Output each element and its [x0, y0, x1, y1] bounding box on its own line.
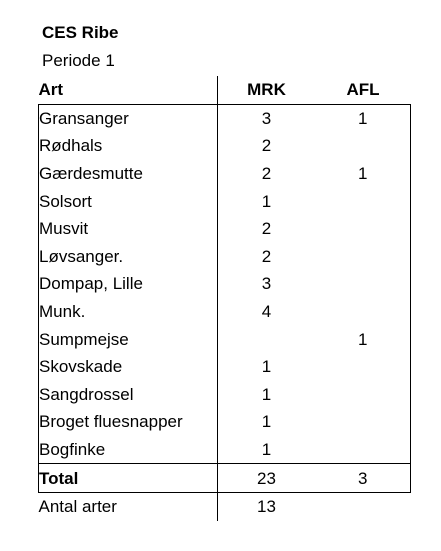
- table-row: [39, 298, 411, 326]
- species-rows: [39, 104, 411, 464]
- mrk-count: 1: [217, 436, 316, 464]
- table-row: [39, 381, 411, 409]
- table-row: [39, 408, 411, 436]
- mrk-count: 3: [261, 274, 272, 294]
- mrk-count: 1: [261, 191, 272, 211]
- species-name: Broget fluesnapper: [39, 408, 218, 436]
- table-row: [39, 436, 411, 464]
- table-row: [39, 270, 411, 298]
- total-row: [39, 464, 411, 493]
- species-name: Sumpmejse: [39, 325, 218, 353]
- afl-count: [316, 381, 411, 409]
- afl-count: [316, 353, 411, 381]
- afl-count: [316, 408, 411, 436]
- species-name: Munk.: [39, 298, 218, 326]
- species-name: Løvsanger.: [39, 243, 218, 271]
- table-header-row: [39, 76, 411, 104]
- table-row: [39, 160, 411, 188]
- mrk-count: 2: [261, 246, 272, 266]
- species-count-mrk: 13: [257, 497, 276, 517]
- total-mrk: 23: [217, 464, 316, 493]
- species-name: Rødhals: [39, 132, 218, 160]
- period-label: Periode 1: [42, 51, 115, 70]
- table-row: [39, 325, 411, 353]
- header-art: Art: [39, 76, 218, 104]
- afl-count: [316, 298, 411, 326]
- mrk-count: [217, 325, 316, 353]
- species-name: Musvit: [39, 215, 218, 243]
- mrk-count: 1: [261, 384, 272, 404]
- mrk-count: 2: [261, 164, 272, 184]
- species-name: Dompap, Lille: [39, 270, 218, 298]
- afl-count: 1: [316, 104, 411, 132]
- afl-count: [316, 436, 411, 464]
- afl-count: [316, 132, 411, 160]
- mrk-count: 2: [261, 219, 272, 239]
- afl-count: [316, 215, 411, 243]
- species-name: Gransanger: [39, 104, 218, 132]
- table-row: [39, 243, 411, 271]
- species-name: Gærdesmutte: [39, 160, 218, 188]
- table-row: [39, 353, 411, 381]
- total-label: Total: [39, 464, 218, 493]
- species-table: [38, 76, 411, 521]
- species-name: Sangdrossel: [39, 381, 218, 409]
- mrk-count: 2: [261, 136, 272, 156]
- afl-count: [316, 243, 411, 271]
- header-mrk: MRK: [217, 76, 316, 104]
- species-count-label: Antal arter: [39, 492, 218, 520]
- table-row: [39, 215, 411, 243]
- total-afl: 3: [316, 464, 411, 493]
- afl-count: [316, 270, 411, 298]
- species-name: Solsort: [39, 187, 218, 215]
- mrk-count: 1: [261, 412, 272, 432]
- afl-count: 1: [316, 325, 411, 353]
- page-title: CES Ribe: [42, 23, 119, 42]
- mrk-count: 4: [261, 302, 272, 322]
- table-row: [39, 132, 411, 160]
- species-count-row: [39, 492, 411, 520]
- mrk-count: 3: [261, 108, 272, 128]
- species-name: Skovskade: [39, 353, 218, 381]
- table-row: [39, 104, 411, 132]
- species-name: Bogfinke: [39, 436, 218, 464]
- table-row: [39, 187, 411, 215]
- afl-count: 1: [316, 160, 411, 188]
- afl-count: [316, 187, 411, 215]
- species-count-afl: [316, 492, 411, 520]
- mrk-count: 1: [261, 357, 272, 377]
- header-afl: AFL: [316, 76, 411, 104]
